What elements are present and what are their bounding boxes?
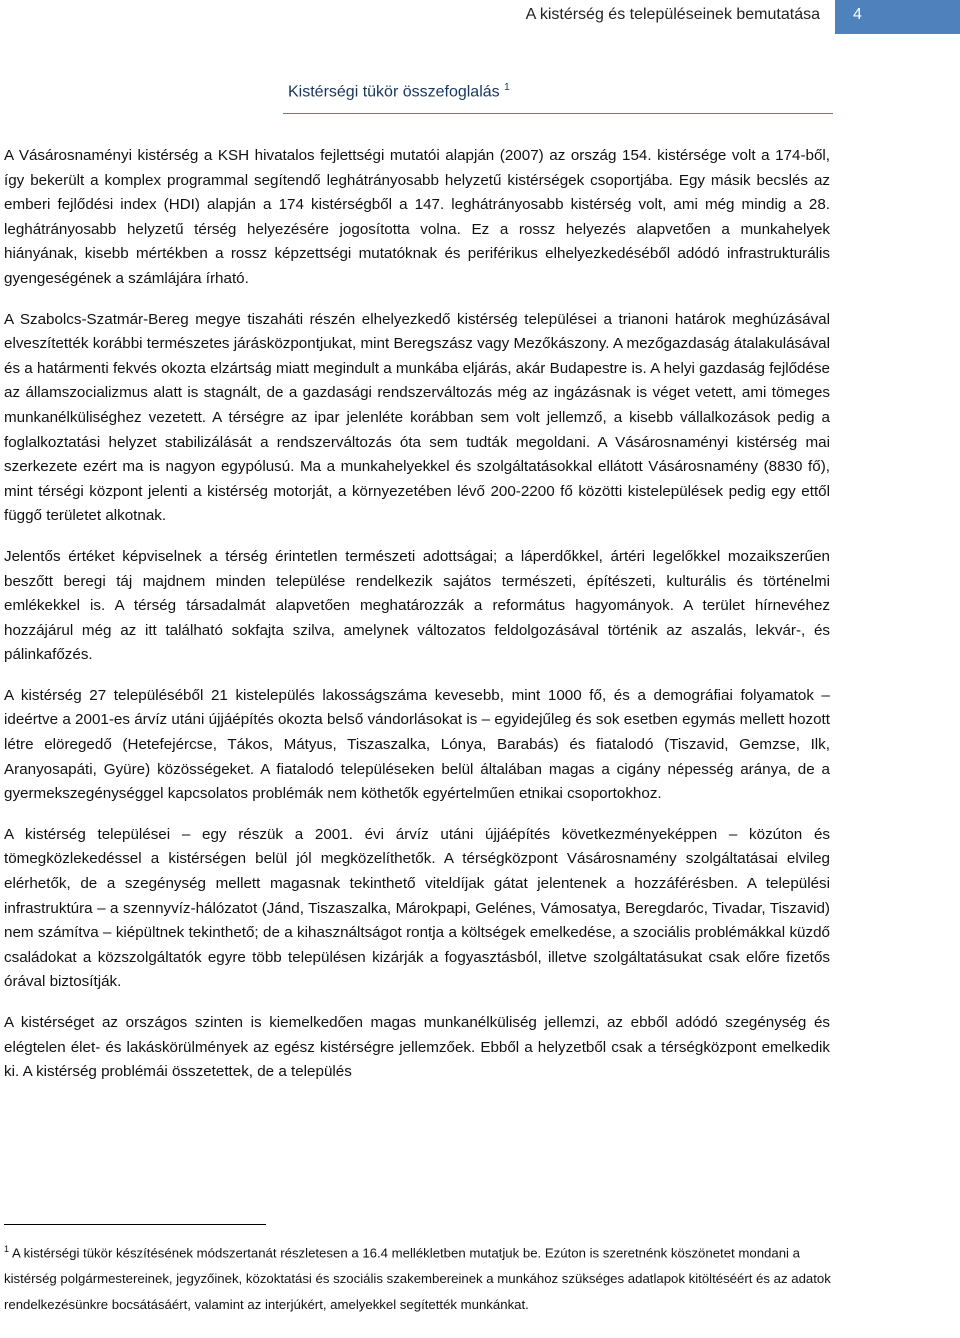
page-number-box xyxy=(835,0,960,34)
footnote-text: A kistérségi tükör készítésének módszertanát részletesen a 16.4 mellékletben mutatjuk be. Ezúton is szeretnénk köszönetet mondani a kistérség polgármestereinek, jegyzőinek, közoktatási és szociális szakembereinek a munkához szükséges adatlapok kitöltéséért és az adatok rendelkezésünkre bocsátásáért, valamint az interjúkért, amelyekkel segítették munkánkat. xyxy=(4,1245,831,1313)
paragraph: A Szabolcs-Szatmár-Bereg megye tiszaháti részén elhelyezkedő kistérség települései a trianoni határok meghúzásával elveszítették korábbi természetes járásközpontjukat, mint Beregszász vagy Mezőkászony. A mezőgazdaság átalakulásával és a határmenti fekvés okozta elzártság miatt megindult a munkába eljárás, akár Budapestre is. A helyi gazdaság fejlődése az államszocializmus alatt is stagnált, de a gazdasági rendszerváltozás még az ingázásnak is véget vetett, ami tömeges munkanélküliséghez vezetett. A térségre az ipar jelenléte korábban sem volt jellemző, a kisebb vállalkozások pedig a foglalkoztatási helyzet stabilizálását a rendszerváltozás óta sem tudták megoldani. A Vásárosnaményi kistérség mai szerkezete ezért ma is nagyon egypólusú. Ma a munkahelyekkel és szolgáltatásokkal ellátott Vásárosnamény (8830 fő), mint térségi központ jelenti a kistérség motorját, a környezetében lévő 200-2200 fő közötti kistelepülések pedig egy ettől függő területet alkotnak. xyxy=(4,310,830,525)
footnote xyxy=(4,1236,834,1318)
body-text xyxy=(4,144,830,1101)
section-heading xyxy=(288,82,510,101)
section-title: Kistérségi tükör összefoglalás xyxy=(288,83,500,101)
page-header xyxy=(0,0,960,36)
footnote-marker: 1 xyxy=(4,1244,10,1254)
paragraph: A kistérséget az országos szinten is kiemelkedően magas munkanélküliség jellemzi, az ebből adódó szegénység és elégtelen élet- és lakáskörülmények az egész kistérségre jellemzőek. Ebből a helyzetből csak a térségközpont emelkedik ki. A kistérség problémái összetettek, de a település xyxy=(4,1014,830,1081)
page-number: 4 xyxy=(853,6,862,23)
heading-underline xyxy=(283,113,833,114)
running-header-title: A kistérség és településeinek bemutatása xyxy=(525,6,820,23)
paragraph: A Vásárosnaményi kistérség a KSH hivatalos fejlettségi mutatói alapján (2007) az ország 154. kistérsége volt a 174-ből, így bekerült a komplex programmal segítendő leghátrányosabb helyzetű kistérségek csoportjába. Egy másik becslés az emberi fejlődési index (HDI) alapján a 174 kistérségből a 147. leghátrányosabb kistérség volt, ami még mindig a 28. leghátrányosabb helyzetű térség helyezésére jogosította volna. Ez a rossz helyezés alapvetően a munkahelyek hiányának, kisebb mértékben a rossz képzettségi mutatóknak és periférikus elhelyezkedéséből adódó infrastrukturális gyengeségének a számlájára írható. xyxy=(4,147,830,287)
paragraph: A kistérség települései – egy részük a 2001. évi árvíz utáni újjáépítés következményeképpen – közúton és tömegközlekedéssel a kistérségen belül jól megközelíthetők. A térségközpont Vásárosnamény szolgáltatásai elvileg elérhetők, de a szegénység mellett magasnak tekinthető viteldíjak gátat jelentenek a hozzáférésben. A települési infrastruktúra – a szennyvíz-hálózatot (Jánd, Tiszaszalka, Márokpapi, Gelénes, Vámosatya, Beregdaróc, Tivadar, Tiszavid) nem számítva – kiépültnek tekinthető; de a kihasználtságot rontja a költségek emelkedése, a szociális problémákkal küzdő családokat a közszolgáltatók egyre több településen kizárják a fogyasztásból, illetve szolgáltatásukat csak előre fizetős órával biztosítják. xyxy=(4,825,830,991)
paragraph: A kistérség 27 településéből 21 kistelepülés lakosságszáma kevesebb, mint 1000 fő, és a demográfiai folyamatok – ideértve a 2001-es árvíz utáni újjáépítés okozta belső vándorlásokat is – egyidejűleg és sok esetben egymás mellett hozott létre elöregedő (Hetefejércse, Tákos, Mátyus, Tiszaszalka, Lónya, Barabás) és fiatalodó (Tiszavid, Gemzse, Ilk, Aranyosapáti, Gyüre) közösségeket. A fiatalodó településeken belül általában magas a cigány népesség aránya, de a gyermekszegénységgel kapcsolatos problémák nem köthetők egyértelműen etnikai csoportokhoz. xyxy=(4,686,830,803)
footnote-separator xyxy=(4,1224,266,1225)
paragraph: Jelentős értéket képviselnek a térség érintetlen természeti adottságai; a láperdőkkel, ártéri legelőkkel mozaikszerűen beszőtt beregi táj majdnem minden települése rendelkezik sajátos természeti, építészeti, kulturális és történelmi emlékekkel is. A térség társadalmát alapvetően meghatározzák a református hagyományok. A terület hírnevéhez hozzájárul még az itt található sokfajta szilva, amelynek változatos feldolgozásával történik az aszalás, lekvár-, és pálinkafőzés. xyxy=(4,547,830,664)
footnote-reference[interactable]: 1 xyxy=(504,82,510,93)
